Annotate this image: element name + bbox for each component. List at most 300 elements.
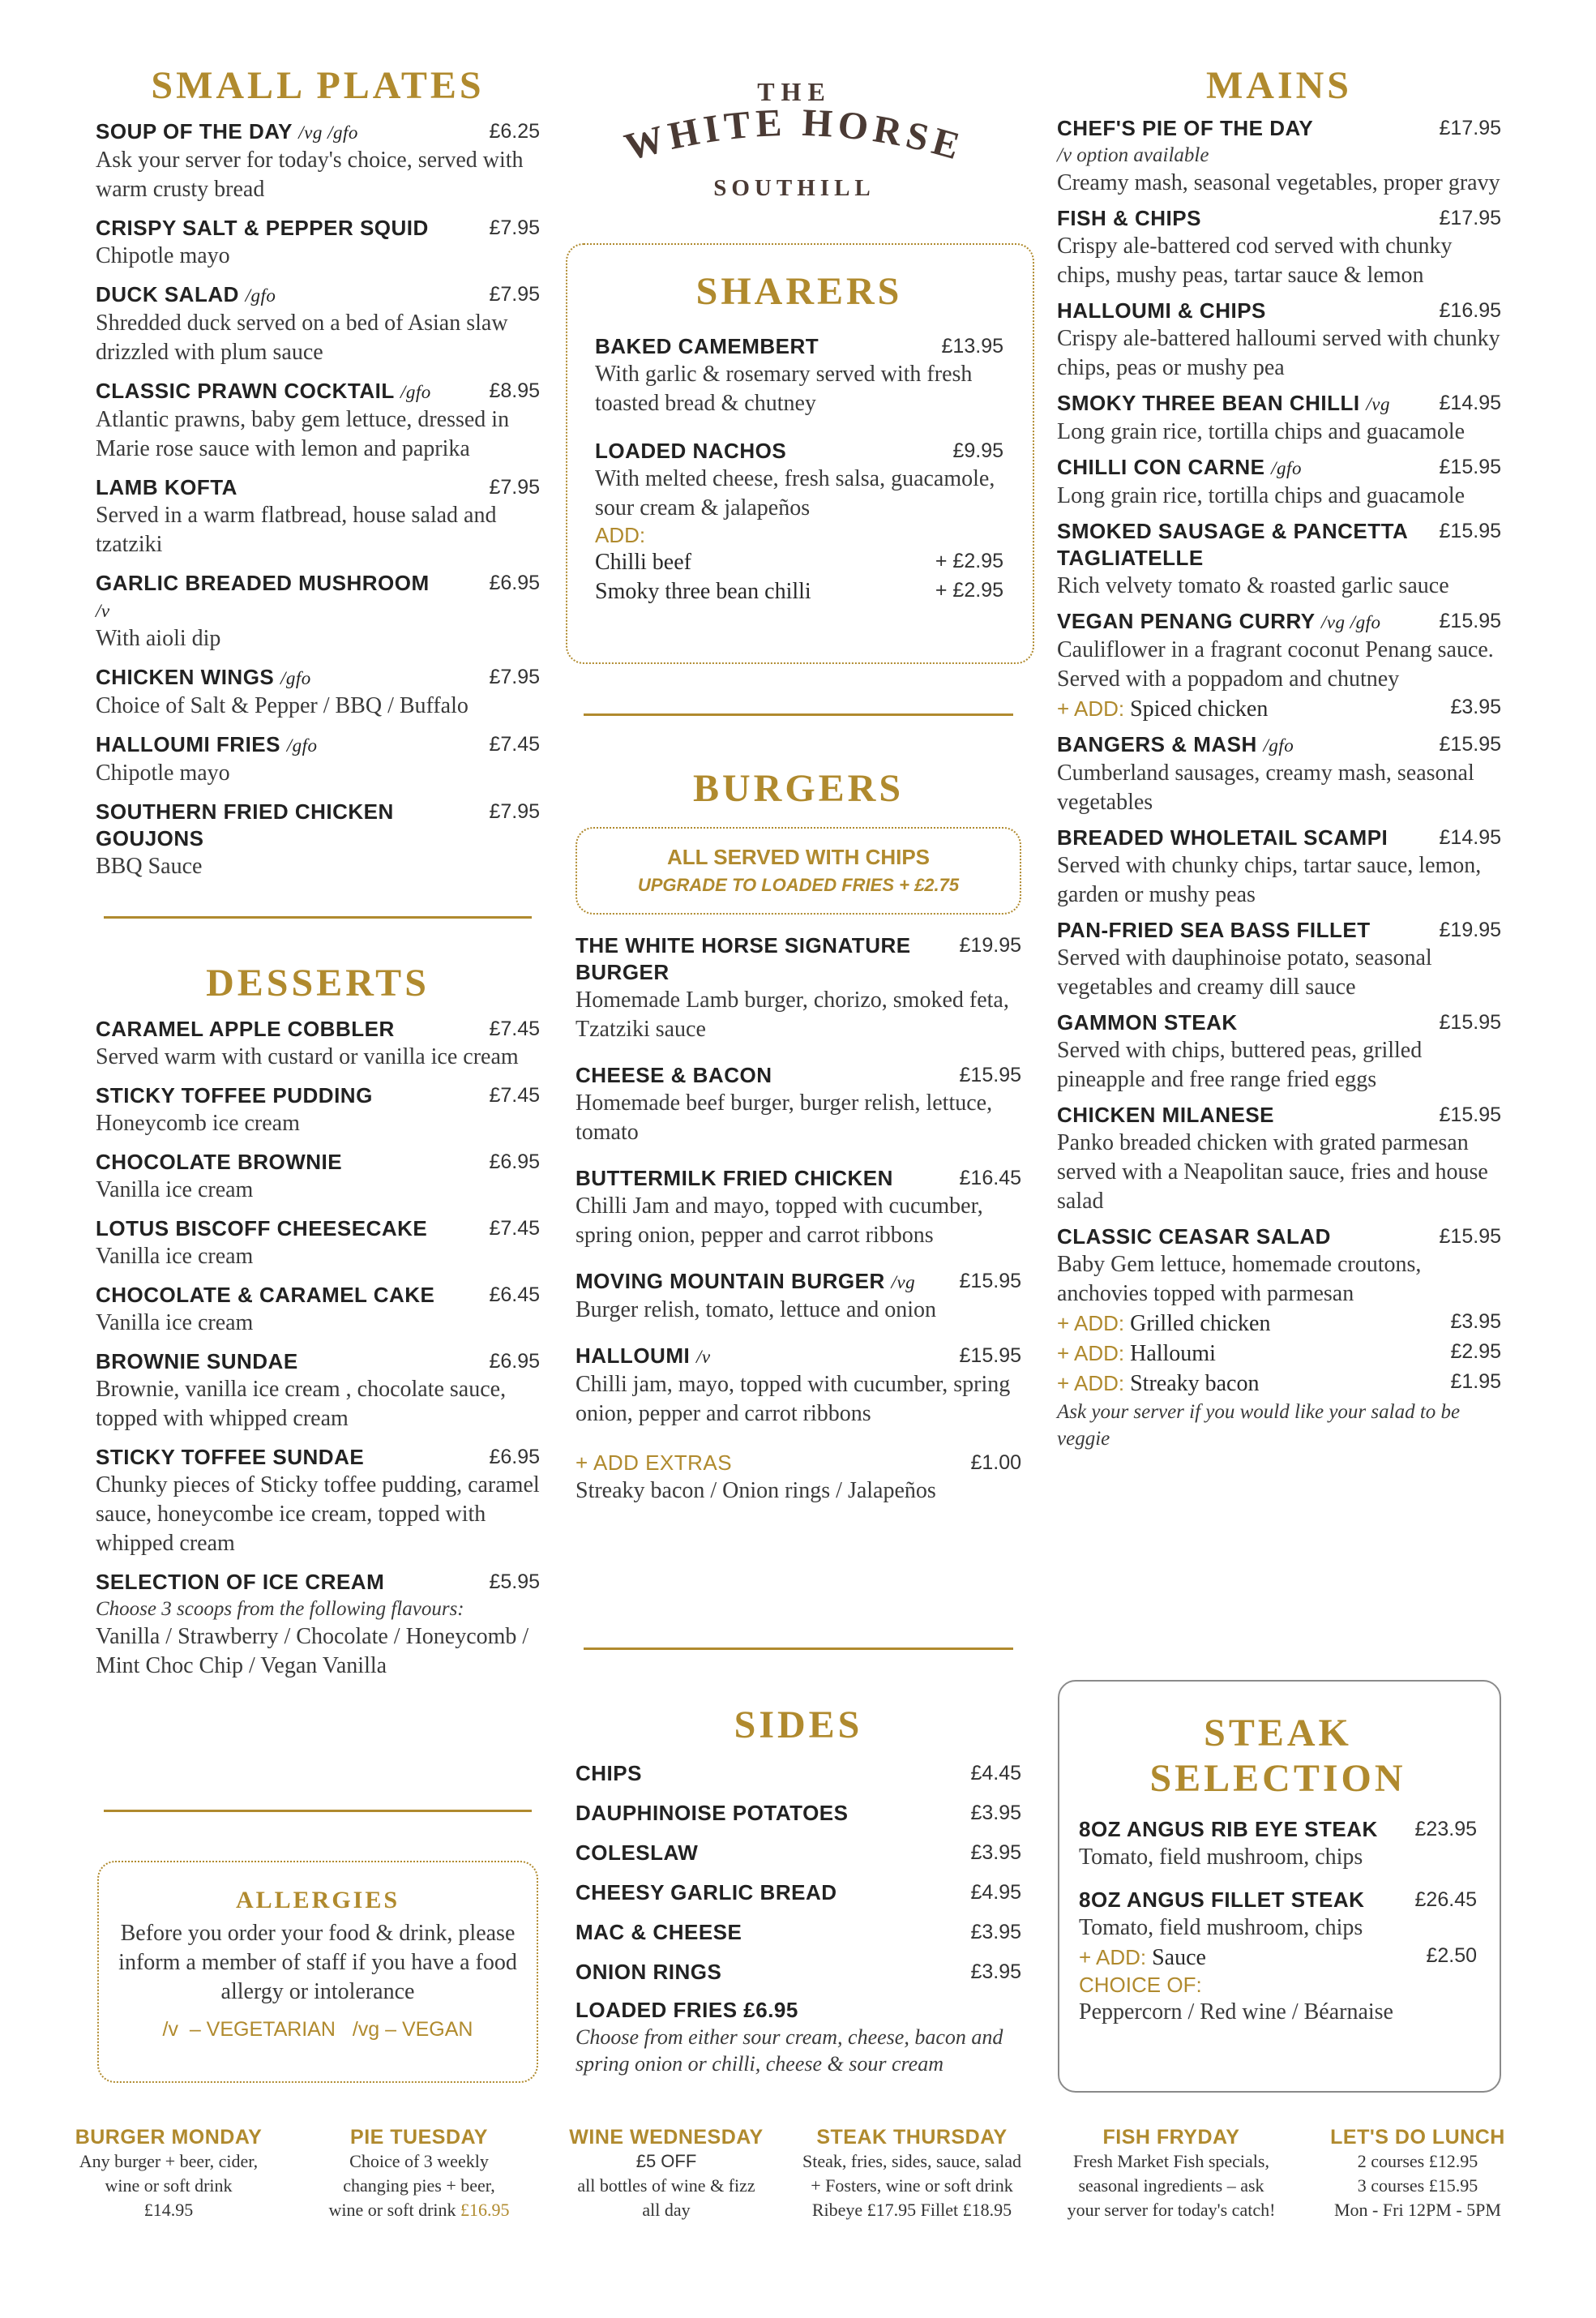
menu-item-desc: With garlic & rosemary served with fresh toasted bread & chutney [595, 362, 973, 416]
menu-item-price: £9.95 [952, 439, 1003, 462]
steak-add-name: Sauce [1152, 1945, 1206, 1970]
divider [584, 1647, 1013, 1650]
menu-item [1057, 608, 1501, 724]
menu-item-header [1057, 390, 1501, 418]
menu-item [96, 1348, 540, 1433]
menu-item-name: CHICKEN WINGS /gfo [96, 665, 311, 689]
menu-item-desc: Rich velvety tomato & roasted garlic sauce [1057, 573, 1449, 598]
add-on [1057, 1369, 1259, 1399]
diet-tag: /vg [891, 1272, 916, 1292]
logo [567, 77, 1021, 202]
promo-title: WINE WEDNESDAY [569, 2126, 764, 2149]
menu-item [96, 1282, 540, 1338]
menu-item-name: CLASSIC PRAWN COCKTAIL /gfo [96, 379, 431, 403]
diet-tag: /vg [1366, 394, 1390, 414]
extras-label: + ADD EXTRAS [576, 1450, 733, 1475]
menu-item-price: £7.95 [489, 283, 540, 306]
menu-item [96, 118, 540, 204]
menu-item-name: CARAMEL APPLE COBBLER [96, 1017, 395, 1041]
menu-item-price: £14.95 [1439, 392, 1501, 414]
menu-item-name: GAMMON STEAK [1057, 1010, 1238, 1035]
promo-line: changing pies + beer, [343, 2175, 495, 2196]
menu-item-price: £15.95 [959, 1270, 1021, 1292]
menu-item-name: DUCK SALAD /gfo [96, 282, 276, 306]
menu-item-header [96, 570, 540, 624]
menu-item-name: LAMB KOFTA [96, 475, 237, 499]
divider [584, 713, 1013, 716]
menu-item-price: £7.95 [489, 666, 540, 688]
add-on [1057, 1309, 1270, 1339]
promo-line: wine or soft drink [105, 2175, 233, 2196]
menu-item-desc: Served in a warm flatbread, house salad and tzatziki [96, 503, 497, 557]
menu-item-price: £6.95 [489, 1350, 540, 1373]
menu-item-header [96, 1016, 540, 1043]
add-on-row [1057, 1309, 1501, 1339]
side-item [576, 1879, 1021, 1906]
sharers-list [595, 333, 1003, 606]
side-item [576, 1919, 1021, 1946]
menu-item-price: £17.95 [1439, 207, 1501, 229]
menu-item-header [96, 799, 540, 852]
menu-item-price: £26.45 [1414, 1888, 1477, 1911]
menu-item-header [1057, 1223, 1501, 1250]
menu-item-price: £7.45 [489, 1217, 540, 1240]
add-on-label: + ADD: [1057, 1311, 1125, 1335]
menu-item-header [1057, 731, 1501, 759]
menu-item-header [595, 438, 1003, 465]
menu-item-header [576, 1165, 1021, 1192]
add-on [1057, 1339, 1216, 1369]
menu-item-desc: Vanilla ice cream [96, 1177, 254, 1202]
logo-place: SOUTHILL [713, 175, 875, 201]
menu-item [1057, 115, 1501, 198]
add-on-row [595, 548, 1003, 577]
menu-item-desc: Ask your server for today's choice, served with warm crusty bread [96, 148, 524, 202]
menu-item [1057, 917, 1501, 1002]
menu-item-price: £7.45 [489, 1018, 540, 1040]
menu-item-header [576, 1062, 1021, 1089]
promo-block [47, 2126, 290, 2222]
add-on-row [595, 577, 1003, 606]
menu-item-header [576, 1268, 1021, 1296]
menu-item-name: CHEESE & BACON [576, 1063, 772, 1087]
sides-section [576, 1703, 1021, 2077]
menu-item-header [595, 333, 1003, 360]
menu-item [1057, 731, 1501, 817]
promo-line: seasonal ingredients – ask [1078, 2175, 1264, 2196]
steak-choices: Peppercorn / Red wine / Béarnaise [1079, 1999, 1393, 2025]
menu-item-desc: Homemade Lamb burger, chorizo, smoked feta, Tzatziki sauce [576, 988, 1009, 1042]
side-item-name: MAC & CHEESE [576, 1920, 742, 1944]
menu-item-desc: With melted cheese, fresh salsa, guacamole, sour cream & jalapeños [595, 466, 995, 521]
menu-item-desc: Honeycomb ice cream [96, 1111, 300, 1136]
promo-line: wine or soft drink £16.95 [328, 2200, 510, 2220]
menu-item-price: £13.95 [941, 335, 1003, 358]
menu-item-price: £19.95 [1439, 919, 1501, 941]
side-item-price: £3.95 [970, 1841, 1021, 1864]
extras-price: £1.00 [970, 1451, 1021, 1474]
menu-item [96, 570, 540, 653]
side-item-price: £4.95 [970, 1881, 1021, 1904]
burgers-banner [576, 827, 1021, 915]
right-column [1057, 0, 1501, 1452]
menu-item-name: BREADED WHOLETAIL SCAMPI [1057, 825, 1388, 850]
menu-item-desc: Cumberland sausages, creamy mash, seasonal vegetables [1057, 761, 1474, 815]
menu-item-header [1057, 917, 1501, 944]
menu-item-header [1057, 115, 1501, 142]
promo-line: 3 courses £15.95 [1357, 2175, 1478, 2196]
menu-item-desc: Panko breaded chicken with grated parmesan served with a Neapolitan sauce, fries and house salad [1057, 1130, 1488, 1214]
promo-price: £14.95 [143, 2200, 194, 2220]
menu-item-name: SMOKED SAUSAGE & PANCETTA TAGLIATELLE [1057, 519, 1408, 570]
logo-the: THE [757, 77, 832, 106]
side-item-price: £3.95 [970, 1921, 1021, 1943]
promo-line: Any burger + beer, cider, [79, 2151, 259, 2171]
promo-title: BURGER MONDAY [75, 2126, 263, 2149]
promo-line: Choice of 3 weekly [349, 2151, 489, 2171]
menu-item-header [576, 932, 1021, 986]
menu-item [96, 474, 540, 559]
loaded-fries-desc: Choose from either sour cream, cheese, bacon and spring onion or chilli, cheese & sour cream [576, 2025, 1003, 2076]
menu-item-desc: Shredded duck served on a bed of Asian slaw drizzled with plum sauce [96, 311, 508, 365]
menu-item [1057, 1223, 1501, 1452]
menu-item-price: £7.95 [489, 800, 540, 823]
menu-item-desc: Vanilla / Strawberry / Chocolate / Honeycomb / Mint Choc Chip / Vegan Vanilla [96, 1624, 529, 1678]
menu-item [96, 1215, 540, 1271]
menu-item-price: £6.45 [489, 1283, 540, 1306]
steak-add-price: £2.50 [1426, 1944, 1477, 1967]
menu-item-price: £19.95 [959, 934, 1021, 957]
menu-item-name: 8OZ ANGUS FILLET STEAK [1079, 1887, 1365, 1912]
menu-item-name: HALLOUMI FRIES /gfo [96, 732, 318, 756]
menu-item-name: BROWNIE SUNDAE [96, 1349, 298, 1373]
menu-item-price: £6.25 [489, 120, 540, 143]
menu-item-price: £7.45 [489, 1084, 540, 1107]
side-item-price: £3.95 [970, 1802, 1021, 1824]
promo-line: all day [642, 2200, 691, 2220]
steak-list [1079, 1816, 1477, 1943]
menu-item-desc: Atlantic prawns, baby gem lettuce, dressed in Marie rose sauce with lemon and paprika [96, 407, 510, 461]
menu-item [576, 932, 1021, 1044]
menu-item-header [96, 1149, 540, 1176]
menu-item-desc: Served with chunky chips, tartar sauce, lemon, garden or mushy peas [1057, 853, 1482, 907]
menu-item [96, 281, 540, 367]
menu-item [96, 799, 540, 881]
menu-item-desc: Brownie, vanilla ice cream , chocolate sauce, topped with whipped cream [96, 1377, 507, 1431]
side-item-name: ONION RINGS [576, 1960, 722, 1984]
menu-item [1057, 825, 1501, 910]
menu-item-header [96, 731, 540, 759]
menu-item-name: GARLIC BREADED MUSHROOM /v [96, 571, 430, 621]
menu-item-desc: Chilli Jam and mayo, topped with cucumber, spring onion, pepper and carrot ribbons [576, 1193, 983, 1248]
menu-item-header [96, 1348, 540, 1375]
menu-item-header [1079, 1887, 1477, 1913]
allergies-title: ALLERGIES [235, 1887, 400, 1913]
add-on-price: £2.95 [1450, 1340, 1501, 1363]
menu-item-header [96, 118, 540, 146]
menu-item-header [96, 1215, 540, 1242]
menu-item-header [96, 378, 540, 405]
steak-add-label: + ADD: [1079, 1945, 1147, 1969]
divider [104, 916, 532, 919]
menu-item-name: MOVING MOUNTAIN BURGER /vg [576, 1269, 916, 1293]
steak-title-2: SELECTION [1149, 1757, 1406, 1800]
menu-item [96, 378, 540, 464]
menu-item-name: PAN-FRIED SEA BASS FILLET [1057, 918, 1371, 942]
add-on-name: Halloumi [1130, 1341, 1216, 1366]
diet-tag: /gfo [1271, 458, 1302, 478]
menu-item-name: FISH & CHIPS [1057, 206, 1201, 230]
menu-item-desc: Tomato, field mushroom, chips [1079, 1845, 1363, 1870]
menu-item [576, 1062, 1021, 1147]
promo-block [1300, 2126, 1535, 2222]
menu-item-desc: Served warm with custard or vanilla ice cream [96, 1044, 519, 1069]
side-item-name: CHIPS [576, 1761, 642, 1785]
add-on-row [1057, 1369, 1501, 1399]
diet-tag: /vg /gfo [298, 122, 358, 143]
promo-price: Ribeye £17.95 Fillet £18.95 [811, 2200, 1012, 2220]
menu-item-header [1057, 298, 1501, 324]
menu-item-desc: Long grain rice, tortilla chips and guacamole [1057, 419, 1465, 444]
menu-item-price: £15.95 [1439, 456, 1501, 478]
diet-tag: /v [96, 601, 110, 621]
menu-item [96, 215, 540, 271]
promo-block [545, 2126, 788, 2222]
mains-title: MAINS [1205, 64, 1352, 107]
sharers-title: SHARERS [695, 270, 903, 313]
menu-item-desc: With aioli dip [96, 626, 221, 651]
svg-text:WHITE HORSE: WHITE HORSE [620, 107, 969, 169]
diet-tag: /gfo [286, 735, 318, 756]
add-on-price: £3.95 [1450, 696, 1501, 718]
sharers-add-label: ADD: [595, 523, 646, 547]
promo-line: all bottles of wine & fizz [577, 2175, 755, 2196]
promo-subtitle: £5 OFF [635, 2151, 697, 2171]
menu-item-name: BANGERS & MASH /gfo [1057, 732, 1294, 756]
menu-item-name: 8OZ ANGUS RIB EYE STEAK [1079, 1817, 1378, 1841]
add-on-name: Streaky bacon [1130, 1371, 1260, 1396]
side-item [576, 1760, 1021, 1787]
add-on-label: + ADD: [1057, 1371, 1125, 1395]
menu-item-name: LOTUS BISCOFF CHEESECAKE [96, 1216, 428, 1240]
divider [104, 1810, 532, 1812]
menu-item-name: SMOKY THREE BEAN CHILLI /vg [1057, 391, 1390, 415]
menu-item [1057, 454, 1501, 511]
menu-item-price: £15.95 [959, 1344, 1021, 1367]
side-item [576, 1959, 1021, 1986]
side-item-name: DAUPHINOISE POTATOES [576, 1801, 849, 1825]
menu-item [1057, 1009, 1501, 1095]
menu-item-desc: Served with chips, buttered peas, grilled pineapple and free range fried eggs [1057, 1038, 1423, 1092]
menu-item-desc: Chunky pieces of Sticky toffee pudding, caramel sauce, honeycombe ice cream, topped with whipped cream [96, 1472, 540, 1556]
menu-item-desc: Burger relish, tomato, lettuce and onion [576, 1297, 937, 1322]
menu-item-header [96, 1444, 540, 1471]
add-on-price: + £2.95 [935, 550, 1003, 572]
menu-item [96, 1569, 540, 1681]
menu-item-name: HALLOUMI /v [576, 1343, 711, 1368]
promo-line: 2 courses £12.95 [1357, 2151, 1478, 2171]
menu-item-footnote: Ask your server if you would like your salad to be veggie [1057, 1401, 1461, 1450]
menu-item-desc: Chipotle mayo [96, 243, 230, 268]
menu-item-price: £7.95 [489, 216, 540, 239]
menu-item-header [96, 474, 540, 501]
menu-item [96, 664, 540, 721]
menu-item-price: £6.95 [489, 572, 540, 594]
menu-item-desc: Cauliflower in a fragrant coconut Penang sauce. Served with a poppadom and chutney [1057, 637, 1494, 692]
menu-item-name: LOADED NACHOS [595, 439, 787, 463]
promo-title: STEAK THURSDAY [816, 2126, 1008, 2149]
menu-item [96, 1016, 540, 1072]
menu-item-price: £15.95 [959, 1064, 1021, 1086]
add-on-name: Spiced chicken [1130, 696, 1269, 722]
promo-line: Fresh Market Fish specials, [1073, 2151, 1269, 2171]
menu-item-name: CHICKEN MILANESE [1057, 1103, 1275, 1127]
menu-item [595, 333, 1003, 418]
menu-item-name: CHEF'S PIE OF THE DAY [1057, 116, 1314, 140]
menu-item-desc: Chipotle mayo [96, 761, 230, 786]
diet-tag: /gfo [1263, 735, 1294, 756]
menu-item-name: VEGAN PENANG CURRY /vg /gfo [1057, 609, 1381, 633]
menu-item-desc: Vanilla ice cream [96, 1244, 254, 1269]
side-item-price: £3.95 [970, 1960, 1021, 1983]
steak-box [1058, 1680, 1501, 2093]
burgers-title: BURGERS [692, 767, 905, 810]
menu-item-desc: Served with dauphinoise potato, seasonal vegetables and creamy dill sauce [1057, 945, 1432, 1000]
menu-item-desc: BBQ Sauce [96, 854, 203, 879]
promo-line: Steak, fries, sides, sauce, salad [802, 2151, 1022, 2171]
menu-item-name: BUTTERMILK FRIED CHICKEN [576, 1166, 893, 1190]
menu-item-name: SOUP OF THE DAY /vg /gfo [96, 119, 358, 144]
small-plates-list [96, 118, 540, 881]
promo-line: your server for today's catch! [1067, 2200, 1276, 2220]
add-on [1057, 694, 1268, 724]
diet-tag: /v [695, 1347, 711, 1367]
menu-item-price: £8.95 [489, 379, 540, 402]
menu-item-price: £14.95 [1439, 826, 1501, 849]
steak-add-row [1079, 1943, 1477, 1973]
menu-item-name: CLASSIC CEASAR SALAD [1057, 1224, 1331, 1249]
menu-item-price: £7.45 [489, 733, 540, 756]
steak-choice-label: CHOICE OF: [1079, 1973, 1202, 1997]
menu-item-price: £7.95 [489, 476, 540, 499]
menu-item-header [1057, 1009, 1501, 1036]
menu-item-desc: Crispy ale-battered halloumi served with chunky chips, peas or mushy pea [1057, 326, 1500, 380]
menu-item-header [96, 281, 540, 309]
diet-legend: /v – VEGETARIAN /vg – VEGAN [162, 2018, 473, 2041]
menu-item [96, 731, 540, 788]
desserts-title: DESSERTS [206, 962, 430, 1005]
diet-tag: /vg /gfo [1320, 612, 1381, 632]
side-item-name: CHEESY GARLIC BREAD [576, 1880, 837, 1905]
menu-item-price: £15.95 [1439, 610, 1501, 632]
menu-item-header [96, 664, 540, 692]
menu-item [576, 1165, 1021, 1250]
menu-item-name: SOUTHERN FRIED CHICKEN GOUJONS [96, 799, 394, 851]
menu-item-price: £15.95 [1439, 733, 1501, 756]
promo-line: + Fosters, wine or soft drink [811, 2175, 1013, 2196]
side-item-name: COLESLAW [576, 1840, 699, 1865]
menu-item-price: £6.95 [489, 1150, 540, 1173]
burgers-banner-line1: ALL SERVED WITH CHIPS [666, 845, 931, 869]
add-on-name: Smoky three bean chilli [595, 579, 811, 604]
menu-item-header [96, 215, 540, 242]
burgers-banner-line2: UPGRADE TO LOADED FRIES + £2.75 [637, 875, 960, 895]
menu-item-name: STICKY TOFFEE PUDDING [96, 1083, 373, 1108]
menu-item-header [1057, 825, 1501, 851]
promo-block [318, 2126, 520, 2222]
desserts-list [96, 1016, 540, 1681]
menu-item-name: SELECTION OF ICE CREAM [96, 1570, 385, 1594]
add-on-label: + ADD: [1057, 1341, 1125, 1365]
menu-item-name: BAKED CAMEMBERT [595, 334, 819, 358]
menu-item-price: £15.95 [1439, 1103, 1501, 1126]
add-on-price: £1.95 [1450, 1370, 1501, 1393]
menu-item [1057, 205, 1501, 290]
promo-block [1046, 2126, 1297, 2222]
loaded-fries-name: LOADED FRIES £6.95 [576, 1998, 798, 2022]
add-on-name: Grilled chicken [1130, 1311, 1271, 1336]
menu-item-price: £15.95 [1439, 1225, 1501, 1248]
diet-tag: /gfo [245, 285, 276, 306]
menu-item-header [1057, 608, 1501, 636]
menu-item-desc: Homemade beef burger, burger relish, lettuce, tomato [576, 1090, 993, 1145]
burger-extras [576, 1450, 1021, 1506]
menu-item-header [1057, 454, 1501, 482]
sharers-box [566, 243, 1034, 664]
menu-item [576, 1268, 1021, 1325]
menu-item-header [96, 1282, 540, 1309]
diet-tag: /gfo [280, 668, 311, 688]
menu-item [576, 1343, 1021, 1429]
menu-item [1057, 390, 1501, 447]
mains-list [1057, 115, 1501, 1452]
menu-item-price: £15.95 [1439, 520, 1501, 542]
side-item [576, 1840, 1021, 1866]
promo-price: £16.95 [460, 2200, 510, 2220]
menu-item-header [1057, 1102, 1501, 1129]
menu-item-price: £16.95 [1439, 299, 1501, 322]
sides-list [576, 1760, 1021, 1986]
menu-item-header [576, 1343, 1021, 1370]
menu-item-header [1057, 518, 1501, 572]
promo-title: LET'S DO LUNCH [1330, 2126, 1505, 2149]
menu-item [595, 438, 1003, 523]
menu-item-price: £17.95 [1439, 117, 1501, 139]
promo-block [794, 2126, 1029, 2222]
steak-title-1: STEAK [1204, 1712, 1352, 1755]
add-on-name: Chilli beef [595, 550, 691, 575]
menu-item [96, 1444, 540, 1558]
menu-item [1057, 298, 1501, 383]
add-on-label: + ADD: [1057, 696, 1125, 721]
promo-title: FISH FRYDAY [1102, 2126, 1240, 2149]
menu-item-name: HALLOUMI & CHIPS [1057, 298, 1266, 323]
burgers-list [576, 932, 1021, 1429]
menu-item-note: /v option available [1057, 144, 1209, 166]
promo-title: PIE TUESDAY [350, 2126, 488, 2149]
allergies-text: Before you order your food & drink, please inform a member of staff if you have a food allergy or intolerance [118, 1921, 517, 2004]
menu-item-price: £16.45 [959, 1167, 1021, 1189]
menu-item [96, 1082, 540, 1138]
menu-item-desc: Chilli jam, mayo, topped with cucumber, spring onion, pepper and carrot ribbons [576, 1372, 1011, 1426]
menu-item-desc: Creamy mash, seasonal vegetables, proper gravy [1057, 170, 1500, 195]
menu-item-name: STICKY TOFFEE SUNDAE [96, 1445, 365, 1469]
menu-item-header [96, 1569, 540, 1596]
menu-item-desc: Vanilla ice cream [96, 1310, 254, 1335]
menu-item [1057, 1102, 1501, 1216]
menu-item-desc: Long grain rice, tortilla chips and guacamole [1057, 483, 1465, 508]
menu-item [1079, 1887, 1477, 1943]
